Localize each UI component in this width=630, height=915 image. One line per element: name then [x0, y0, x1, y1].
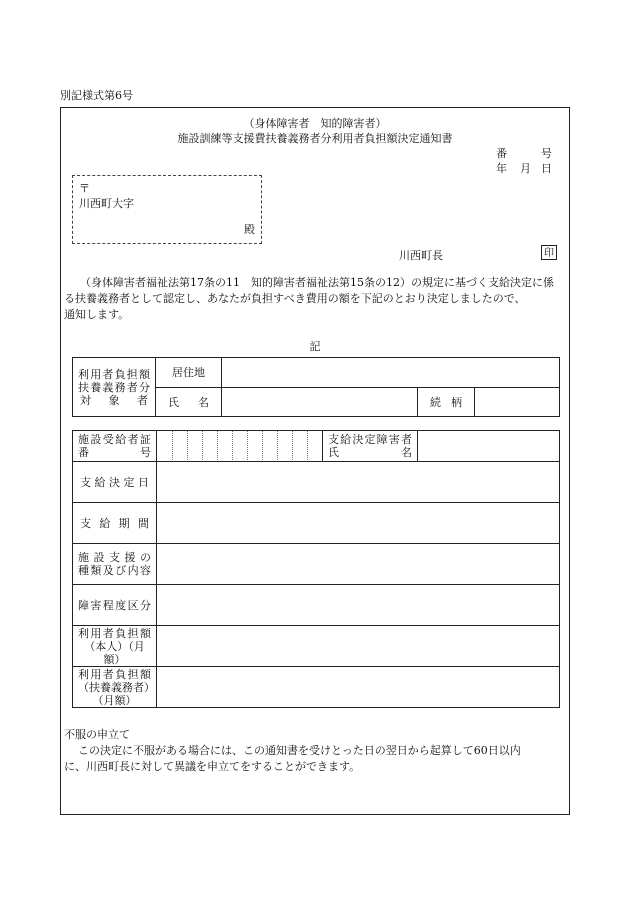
body-line-1: （身体障害者福祉法第17条の11 知的障害者福祉法第15条の12）の規定に基づく支給決定に係 [80, 276, 554, 289]
body-line-3: 通知します。 [64, 308, 130, 321]
target-person-table [72, 357, 560, 417]
body-paragraph [64, 275, 570, 323]
person-label: 支給決定障害者 氏名 [323, 431, 418, 462]
relation-value [475, 388, 560, 417]
person-name-value [418, 431, 560, 462]
seal-mark: 印 [541, 245, 557, 260]
row-label-self-burden-2: （本人）（月額） [84, 639, 145, 666]
ki-mark: 記 [309, 340, 321, 353]
cert-label: 施設受給者証 番号 [73, 431, 157, 462]
date-year: 年 [496, 162, 507, 175]
residence-value [222, 358, 560, 388]
guardian-burden-value [157, 667, 560, 708]
document-subtitle: （身体障害者 知的障害者） [243, 117, 387, 130]
name-value [222, 388, 418, 417]
number-label: 番 [496, 147, 507, 160]
row-label-guardian-burden-1: 利用者負担額 [78, 667, 151, 681]
row-label-guardian-burden-3: （月額） [92, 693, 137, 707]
residence-label: 居住地 [156, 358, 222, 388]
name-label: 氏名 [168, 395, 209, 409]
appeal-line-1: この決定に不服がある場合には、この通知書を受けとった日の翌日から起算して60日以内 [78, 744, 521, 757]
period-value [157, 503, 560, 544]
row-label-support-1: 施設支援の [78, 551, 151, 564]
row-label-guardian-burden-2: （扶養義務者） [78, 680, 155, 694]
support-value [157, 544, 560, 585]
document-title: 施設訓練等支援費扶養義務者分利用者負担額決定通知書 [177, 132, 453, 145]
decision-date-value [157, 462, 560, 503]
self-burden-value [157, 626, 560, 667]
row-label-decision-date: 支給決定日 [80, 475, 149, 489]
number-suffix: 号 [541, 147, 552, 160]
row-label-disability-level: 障害程度区分 [78, 598, 151, 612]
honorific: 殿 [244, 223, 255, 236]
row-label-support-2: 種類及び内容 [78, 564, 151, 577]
address-town: 川西町大字 [79, 197, 134, 210]
form-id: 別記様式第6号 [60, 89, 133, 102]
relation-label: 続柄 [430, 395, 462, 409]
issuer-name: 川西町長 [399, 249, 443, 262]
benefit-table [72, 430, 560, 708]
postal-mark: 〒 [79, 182, 90, 195]
target-rowhead: 利用者負担額 扶養義務者分 対象者 [73, 358, 156, 417]
appeal-line-2: に、川西町長に対して異議を申立てをすることができます。 [64, 760, 361, 773]
body-line-2: る扶養義務者として認定し、あなたが負担すべき費用の額を下記のとおり決定しましたので、 [64, 292, 526, 305]
appeal-heading: 不服の申立て [64, 728, 130, 741]
date-day: 日 [541, 162, 552, 175]
date-month: 月 [520, 162, 531, 175]
cert-number-ticks [156, 431, 319, 460]
row-label-period: 支給期間 [80, 516, 149, 530]
disability-level-value [157, 585, 560, 626]
row-label-self-burden-1: 利用者負担額 [78, 626, 151, 640]
